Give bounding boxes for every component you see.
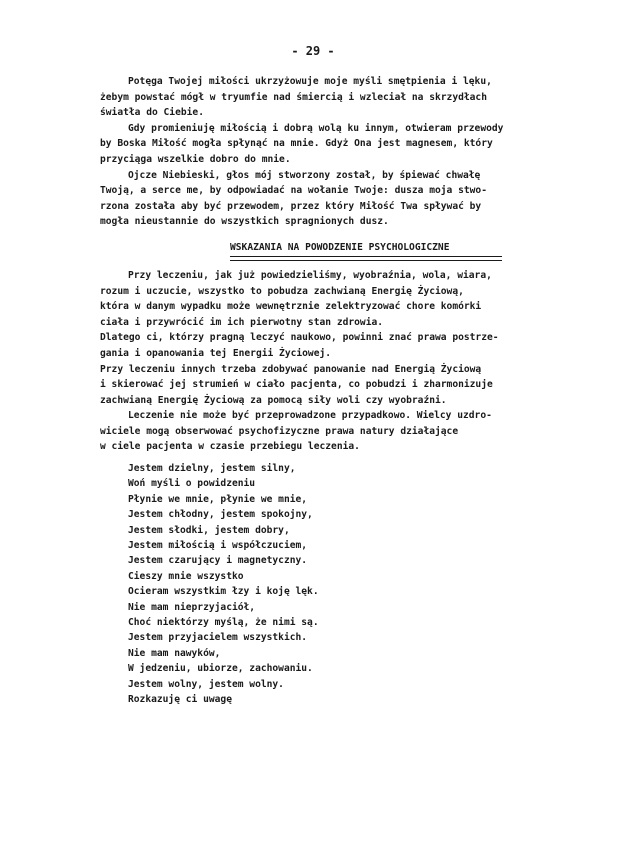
section-line: i skierować jej strumień w ciało pacjenta, co pobudzi i zharmonizuje xyxy=(100,379,493,391)
intro-line: Gdy promieniuję miłością i dobrą wolą ku innym, otwieram przewody xyxy=(128,122,504,134)
intro-line: Ojcze Niebieski, głos mój stworzony został, by śpiewać chwałę xyxy=(128,169,481,181)
affirmation-poem xyxy=(100,461,590,707)
body-text xyxy=(100,74,590,707)
section-line: wiciele mogą obserwować psychofizyczne prawa natury działające xyxy=(100,425,459,437)
section-line: gania i opanowania tej Energii Życiowej. xyxy=(100,347,332,359)
poem-line: Cieszy mnie wszystko xyxy=(128,570,244,582)
intro-line: rzona została aby być przewodem, przez który Miłość Twa spływać by xyxy=(100,200,482,212)
poem-line: Jestem słodki, jestem dobry, xyxy=(128,524,290,536)
section-heading-block xyxy=(100,230,590,262)
intro-line: mogła nieustannie do wszystkich spragnionych dusz. xyxy=(100,216,389,228)
poem-line: Jestem czarujący i magnetyczny. xyxy=(128,555,308,567)
poem-line: Woń myśli o powidzeniu xyxy=(128,478,256,490)
poem-line: Jestem przyjacielem wszystkich. xyxy=(128,632,308,644)
section-line: która w danym wypadku może wewnętrznie zelektryzować chore komórki xyxy=(100,301,482,313)
poem-line: Jestem dzielny, jestem silny, xyxy=(128,463,296,475)
intro-line: żebym powstać mógł w tryumfie nad śmiercią i wzleciał na skrzydłach xyxy=(100,91,487,103)
heading-double-underline xyxy=(230,256,502,261)
section-line: w ciele pacjenta w czasie przebiegu leczenia. xyxy=(100,441,360,453)
poem-line: Jestem wolny, jestem wolny. xyxy=(128,678,284,690)
intro-line: przyciąga wszelkie dobro do mnie. xyxy=(100,153,291,165)
poem-line: Płynie we mnie, płynie we mnie, xyxy=(128,493,308,505)
poem-line: W jedzeniu, ubiorze, zachowaniu. xyxy=(128,663,313,675)
section-line: Przy leczeniu innych trzeba zdobywać panowanie nad Energią Życiową xyxy=(100,363,482,375)
poem-line: Nie mam nieprzyjaciół, xyxy=(128,601,256,613)
poem-line: Choć niektórzy myślą, że nimi są. xyxy=(128,616,319,628)
intro-line: Twoją, a serce me, by odpowiadać na wołanie Twoje: dusza moja stwo- xyxy=(100,185,487,197)
intro-line: by Boska Miłość mogła spłynąć na mnie. Gdyż Ona jest magnesem, który xyxy=(100,138,493,150)
poem-line: Nie mam nawyków, xyxy=(128,647,221,659)
section-line: zachwianą Energię Życiową za pomocą siły woli czy wyobraźni. xyxy=(100,394,447,406)
section-line: ciała i przywrócić im ich pierwotny stan zdrowia. xyxy=(100,316,384,328)
section-heading: WSKAZANIA NA POWODZENIE PSYCHOLOGICZNE xyxy=(230,241,450,253)
poem-line: Ocieram wszystkim łzy i koję lęk. xyxy=(128,586,319,598)
intro-line: światła do Ciebie. xyxy=(100,107,204,119)
poem-line: Jestem chłodny, jestem spokojny, xyxy=(128,509,313,521)
section-line: rozum i uczucie, wszystko to pobudza zachwianą Energię Życiową, xyxy=(100,285,464,297)
section-line: Dlatego ci, którzy pragną leczyć naukowo, powinni znać prawa postrze- xyxy=(100,332,499,344)
section-line: Leczenie nie może być przeprowadzone przypadkowo. Wielcy uzdro- xyxy=(128,410,492,422)
poem-line: Jestem miłością i współczuciem, xyxy=(128,540,308,552)
intro-line: Potęga Twojej miłości ukrzyżowuje moje myśli smętpienia i lęku, xyxy=(128,76,492,87)
section-paragraphs xyxy=(100,268,590,455)
section-line: Przy leczeniu, jak już powiedzieliśmy, wyobraźnia, wola, wiara, xyxy=(128,269,492,281)
intro-paragraphs xyxy=(100,74,590,230)
poem-line: Rozkazuję ci uwagę xyxy=(128,693,232,705)
page-number: - 29 - xyxy=(291,44,335,58)
